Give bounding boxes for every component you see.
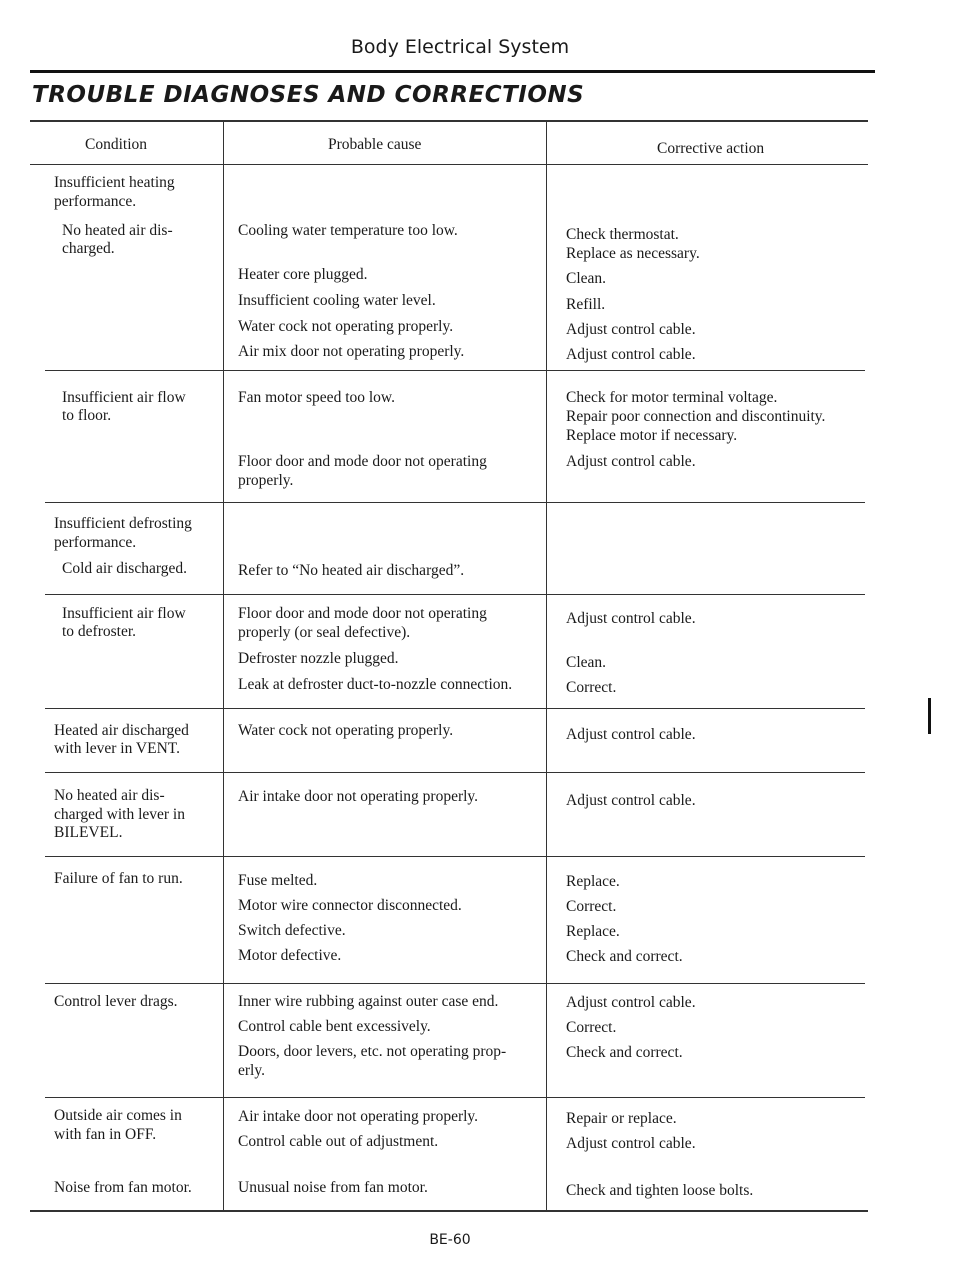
condition-text: to defroster. <box>62 623 137 640</box>
cause-text: Unusual noise from fan motor. <box>238 1179 428 1196</box>
margin-mark <box>928 698 931 734</box>
cause-text: Water cock not operating properly. <box>238 722 454 739</box>
cause-text: Doors, door levers, etc. not operating prop- <box>238 1043 507 1060</box>
cause-text: Refer to “No heated air discharged”. <box>238 562 465 579</box>
action-text: Adjust control cable. <box>566 610 696 627</box>
row-separator <box>45 708 865 709</box>
cause-text: Fan motor speed too low. <box>238 389 395 406</box>
condition-text: Noise from fan motor. <box>54 1179 192 1196</box>
condition-text: performance. <box>54 193 137 210</box>
condition-text: with lever in VENT. <box>54 740 180 757</box>
condition-text: with fan in OFF. <box>54 1126 157 1143</box>
action-text: Adjust control cable. <box>566 726 696 743</box>
action-text: Adjust control cable. <box>566 346 696 363</box>
action-text: Refill. <box>566 296 606 313</box>
action-text: Check thermostat. <box>566 226 679 243</box>
cause-text: Air mix door not operating properly. <box>238 343 465 360</box>
cause-text: Air intake door not operating properly. <box>238 1108 479 1125</box>
cause-text: Inner wire rubbing against outer case end. <box>238 993 499 1010</box>
action-text: Adjust control cable. <box>566 453 696 470</box>
row-separator <box>45 1097 865 1098</box>
action-text: Correct. <box>566 679 617 696</box>
cause-text: properly (or seal defective). <box>238 624 411 641</box>
row-separator <box>45 370 865 371</box>
cause-text: Cooling water temperature too low. <box>238 222 458 239</box>
cause-text: Control cable bent excessively. <box>238 1018 431 1035</box>
running-header: Body Electrical System <box>350 36 570 58</box>
column-header-condition: Condition <box>85 136 148 153</box>
cause-text: Floor door and mode door not operating <box>238 605 487 622</box>
condition-text: Control lever drags. <box>54 993 178 1010</box>
action-text: Replace. <box>566 873 620 890</box>
table-top-rule <box>30 120 868 122</box>
cause-text: Air intake door not operating properly. <box>238 788 479 805</box>
condition-text: performance. <box>54 534 137 551</box>
column-header-probable-cause: Probable cause <box>328 136 422 153</box>
cause-text: Fuse melted. <box>238 872 318 889</box>
condition-text: No heated air dis- <box>54 787 165 804</box>
action-text: Check and tighten loose bolts. <box>566 1182 754 1199</box>
page-number: BE-60 <box>429 1232 471 1248</box>
cause-text: Water cock not operating properly. <box>238 318 454 335</box>
condition-text: Insufficient defrosting <box>54 515 192 532</box>
cause-text: Heater core plugged. <box>238 266 368 283</box>
action-text: Check and correct. <box>566 948 683 965</box>
table-bottom-rule <box>30 1210 868 1212</box>
condition-text: Cold air discharged. <box>62 560 187 577</box>
action-text: Clean. <box>566 654 607 671</box>
action-text: Repair or replace. <box>566 1110 677 1127</box>
cause-text: Defroster nozzle plugged. <box>238 650 399 667</box>
header-rule <box>30 70 875 73</box>
condition-text: Failure of fan to run. <box>54 870 183 887</box>
page-title: TROUBLE DIAGNOSES AND CORRECTIONS <box>32 82 585 108</box>
action-text: Correct. <box>566 1019 617 1036</box>
action-text: Adjust control cable. <box>566 321 696 338</box>
action-text: Adjust control cable. <box>566 994 696 1011</box>
row-separator <box>45 983 865 984</box>
row-separator <box>45 772 865 773</box>
condition-text: Insufficient air flow <box>62 605 186 622</box>
condition-text: No heated air dis- <box>62 222 173 239</box>
action-text: Check and correct. <box>566 1044 683 1061</box>
action-text: Correct. <box>566 898 617 915</box>
column-header-corrective-action: Corrective action <box>657 140 765 157</box>
cause-text: Switch defective. <box>238 922 346 939</box>
action-text: Replace. <box>566 923 620 940</box>
action-text: Clean. <box>566 270 607 287</box>
action-text: Replace motor if necessary. <box>566 427 738 444</box>
action-text: Adjust control cable. <box>566 792 696 809</box>
cause-text: properly. <box>238 472 294 489</box>
cause-text: Motor wire connector disconnected. <box>238 897 462 914</box>
condition-text: BILEVEL. <box>54 824 123 841</box>
condition-text: charged with lever in <box>54 806 185 823</box>
cause-text: Insufficient cooling water level. <box>238 292 436 309</box>
row-separator <box>45 594 865 595</box>
condition-text: to floor. <box>62 407 112 424</box>
cause-text: Floor door and mode door not operating <box>238 453 487 470</box>
condition-text: Outside air comes in <box>54 1107 182 1124</box>
cause-text: Control cable out of adjustment. <box>238 1133 439 1150</box>
action-text: Replace as necessary. <box>566 245 700 262</box>
row-separator <box>45 856 865 857</box>
cause-text: erly. <box>238 1062 265 1079</box>
condition-text: Heated air discharged <box>54 722 189 739</box>
condition-text: Insufficient air flow <box>62 389 186 406</box>
column-divider-2 <box>546 120 547 1210</box>
column-divider-1 <box>223 120 224 1210</box>
condition-text: charged. <box>62 240 115 257</box>
table-header-rule <box>30 164 868 165</box>
action-text: Repair poor connection and discontinuity. <box>566 408 826 425</box>
action-text: Adjust control cable. <box>566 1135 696 1152</box>
cause-text: Motor defective. <box>238 947 342 964</box>
condition-text: Insufficient heating <box>54 174 175 191</box>
row-separator <box>45 502 865 503</box>
cause-text: Leak at defroster duct-to-nozzle connection. <box>238 676 513 693</box>
action-text: Check for motor terminal voltage. <box>566 389 778 406</box>
